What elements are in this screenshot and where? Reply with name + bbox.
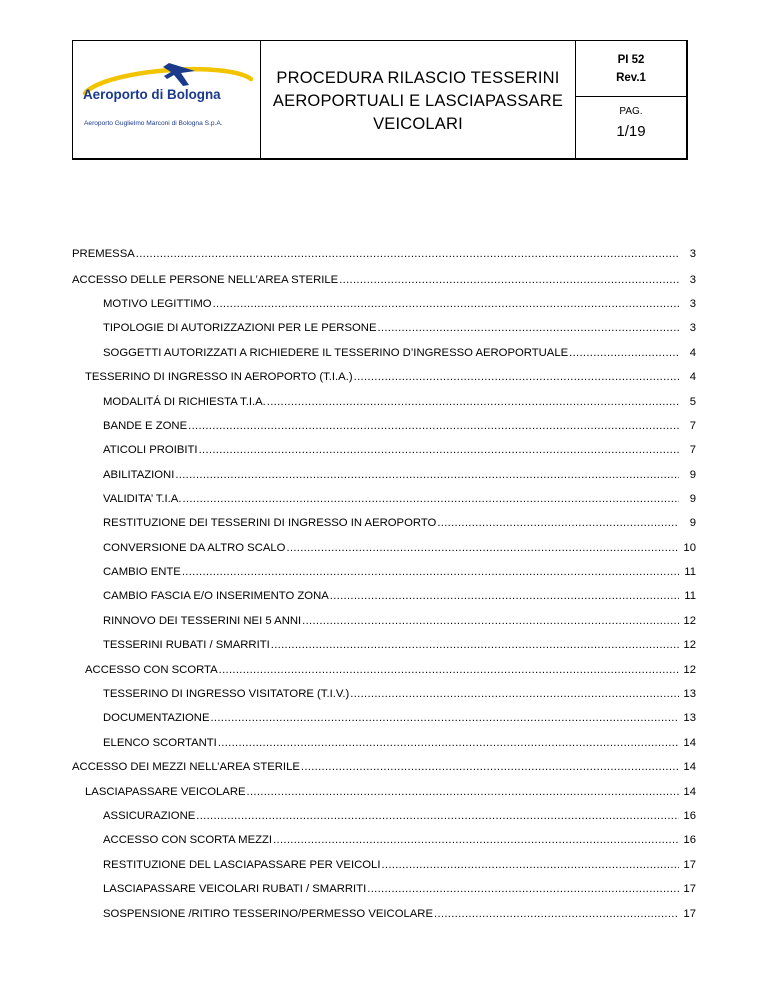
toc-entry-page: 16 [683,834,696,846]
toc-entry-title: ACCESSO DELLE PERSONE NELL’AREA STERILE [72,274,339,286]
toc-leader-dots [381,859,679,871]
toc-entry-title: PREMESSA [72,248,135,260]
toc-entry[interactable] [72,248,696,266]
toc-entry[interactable] [72,615,696,633]
toc-entry-page: 17 [683,883,696,895]
toc-entry-title: DOCUMENTAZIONE [103,712,210,724]
logo-cell [73,41,261,158]
logo-subtitle: Aeroporto Guglielmo Marconi di Bologna S.p.A. [84,120,223,127]
info-cell [576,41,686,158]
toc-entry-title: ELENCO SCORTANTI [103,737,217,749]
toc-entry-page: 7 [689,420,696,432]
title-cell [261,41,576,158]
toc-leader-dots [434,908,679,920]
toc-entry-title: CAMBIO ENTE [103,566,181,578]
document-title [273,67,563,136]
toc-entry-title: VALIDITA’ T.I.A. [103,493,182,505]
toc-entry-title: ABILITAZIONI [103,469,175,481]
toc-entry[interactable] [72,688,696,706]
toc-entry-title: CAMBIO FASCIA E/O INSERIMENTO ZONA [103,590,329,602]
toc-entry-page: 14 [683,737,696,749]
page-box [576,97,686,158]
toc-entry[interactable] [72,859,696,877]
document-header [72,40,688,160]
toc-entry-page: 11 [684,590,696,602]
toc-entry-page: 5 [689,396,696,408]
toc-entry[interactable] [72,517,696,535]
toc-entry-page: 9 [689,469,696,481]
toc-entry-title: ASSICURAZIONE [103,810,196,822]
toc-entry[interactable] [72,908,696,926]
toc-leader-dots [213,298,679,310]
toc-entry-page: 16 [683,810,696,822]
toc-entry-page: 14 [683,786,696,798]
toc-entry-title: SOGGETTI AUTORIZZATI A RICHIEDERE IL TESSERINO D’INGRESSO AEROPORTUALE [103,347,569,359]
toc-leader-dots [339,274,679,286]
toc-leader-dots [286,542,679,554]
toc-entry-page: 9 [689,517,696,529]
toc-leader-dots [437,517,679,529]
toc-entry-title: TESSERINI RUBATI / SMARRITI [103,639,270,651]
toc-entry-page: 12 [683,664,696,676]
toc-entry-title: TESSERINO DI INGRESSO VISITATORE (T.I.V.) [103,688,350,700]
toc-leader-dots [569,347,679,359]
toc-entry-title: ACCESSO CON SCORTA MEZZI [103,834,273,846]
toc-entry-title: ACCESSO CON SCORTA [85,664,218,676]
toc-entry[interactable] [72,542,696,560]
toc-leader-dots [354,371,679,383]
toc-entry[interactable] [72,444,696,462]
toc-entry[interactable] [72,420,696,438]
toc-entry[interactable] [72,396,696,414]
toc-entry-page: 13 [683,712,696,724]
toc-entry[interactable] [72,298,696,316]
toc-entry[interactable] [72,566,696,584]
toc-entry[interactable] [72,834,696,852]
toc-entry[interactable] [72,590,696,608]
toc-entry-page: 4 [689,347,696,359]
toc-leader-dots [367,883,679,895]
toc-leader-dots [273,834,679,846]
toc-leader-dots [302,615,679,627]
toc-entry[interactable] [72,737,696,755]
toc-leader-dots [175,469,679,481]
toc-entry-page: 17 [683,859,696,871]
toc-entry-title: RESTITUZIONE DEL LASCIAPASSARE PER VEICOLI [103,859,381,871]
toc-entry-page: 10 [683,542,696,554]
toc-entry-page: 11 [684,566,696,578]
toc-entry-page: 12 [683,639,696,651]
toc-leader-dots [330,590,679,602]
toc-entry-title: BANDE E ZONE [103,420,188,432]
title-line-2: AEROPORTUALI E LASCIAPASSARE [272,92,564,110]
toc-entry[interactable] [72,371,696,389]
logo-name: Aeroporto di Bologna [83,87,221,102]
doc-code-box [576,41,686,97]
doc-code: PI 52 [617,53,645,66]
toc-leader-dots [377,322,679,334]
toc-entry-page: 14 [683,761,696,773]
toc-entry-page: 17 [683,908,696,920]
toc-entry[interactable] [72,493,696,511]
page-number: 1/19 [616,123,646,140]
toc-entry-title: LASCIAPASSARE VEICOLARE [85,786,246,798]
toc-entry-title: ATICOLI PROIBITI [103,444,198,456]
toc-entry-page: 4 [689,371,696,383]
toc-leader-dots [350,688,679,700]
toc-entry-page: 3 [689,298,696,310]
toc-entry-title: SOSPENSIONE /RITIRO TESSERINO/PERMESSO VEICOLARE [103,908,433,920]
toc-entry[interactable] [72,761,696,779]
toc-leader-dots [267,396,679,408]
toc-leader-dots [301,761,679,773]
toc-entry[interactable] [72,469,696,487]
toc-leader-dots [210,712,679,724]
toc-entry-title: RINNOVO DEI TESSERINI NEI 5 ANNI [103,615,302,627]
title-line-3: VEICOLARI [373,115,463,133]
page-label: PAG. [619,106,643,117]
toc-entry-page: 3 [689,248,696,260]
toc-entry-title: TESSERINO DI INGRESSO IN AEROPORTO (T.I.A.) [85,371,353,383]
toc-entry-page: 3 [689,322,696,334]
toc-entry[interactable] [72,883,696,901]
toc-entry-page: 13 [683,688,696,700]
toc-leader-dots [271,639,679,651]
toc-entry[interactable] [72,786,696,804]
toc-entry-title: TIPOLOGIE DI AUTORIZZAZIONI PER LE PERSONE [103,322,377,334]
toc-leader-dots [219,664,679,676]
toc-entry[interactable] [72,322,696,340]
title-line-1: PROCEDURA RILASCIO TESSERINI [276,69,560,87]
toc-entry-page: 9 [689,493,696,505]
toc-entry-page: 3 [689,274,696,286]
toc-leader-dots [196,810,679,822]
toc-leader-dots [182,566,679,578]
toc-entry-page: 7 [689,444,696,456]
toc-entry-title: MODALITÁ DI RICHIESTA T.I.A. [103,396,266,408]
toc-leader-dots [188,420,679,432]
toc-leader-dots [247,786,679,798]
toc-entry[interactable] [72,347,696,365]
toc-entry-title: ACCESSO DEI MEZZI NELL’AREA STERILE [72,761,300,773]
revision: Rev.1 [616,71,646,84]
toc-entry[interactable] [72,274,696,292]
toc-entry-title: CONVERSIONE DA ALTRO SCALO [103,542,286,554]
toc-entry[interactable] [72,664,696,682]
toc-leader-dots [199,444,679,456]
toc-entry-title: LASCIAPASSARE VEICOLARI RUBATI / SMARRITI [103,883,367,895]
toc-leader-dots [182,493,679,505]
toc-entry[interactable] [72,639,696,657]
toc-entry[interactable] [72,810,696,828]
toc-leader-dots [218,737,679,749]
toc-entry-title: RESTITUZIONE DEI TESSERINI DI INGRESSO IN AEROPORTO [103,517,437,529]
toc-entry-title: MOTIVO LEGITTIMO [103,298,212,310]
toc-entry-page: 12 [683,615,696,627]
toc-leader-dots [136,248,679,260]
toc-entry[interactable] [72,712,696,730]
